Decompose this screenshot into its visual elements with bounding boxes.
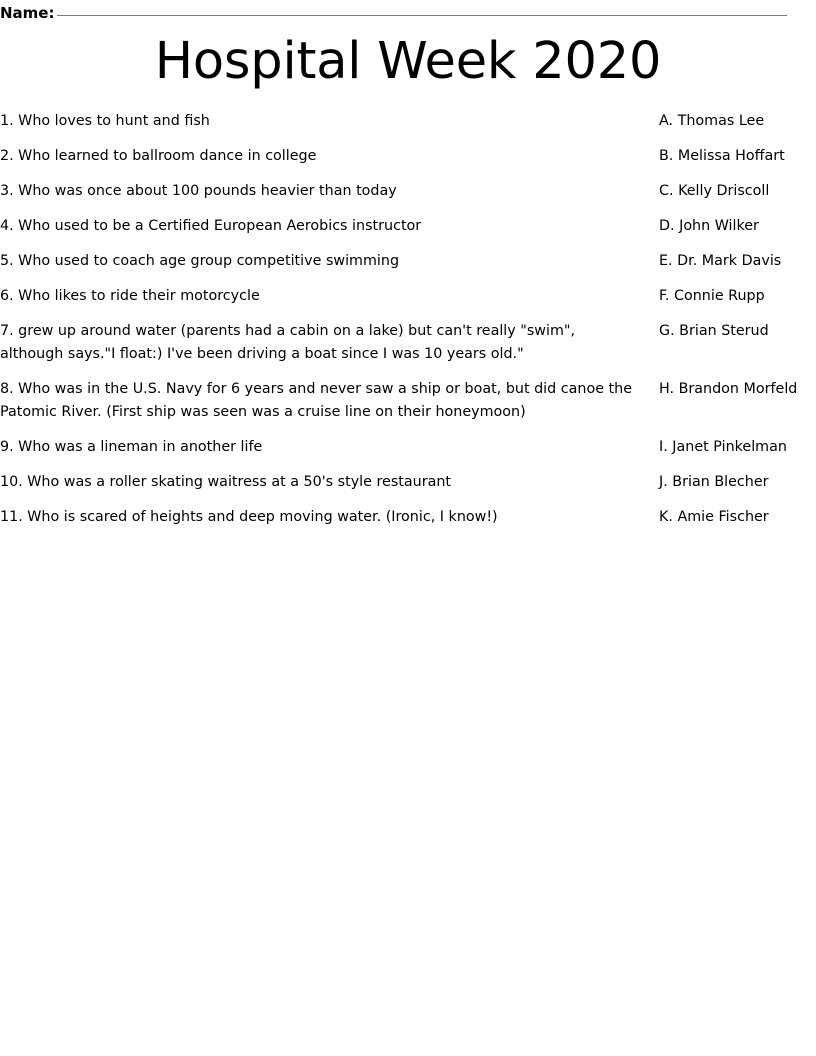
question-cell — [0, 180, 650, 203]
quiz-row — [0, 145, 816, 168]
answer-text: B. Melissa Hoffart — [659, 148, 785, 164]
answer-text: H. Brandon Morfeld — [659, 381, 798, 397]
quiz-row — [0, 215, 816, 238]
quiz-row — [0, 250, 816, 273]
answer-cell — [650, 285, 816, 308]
page-title: Hospital Week 2020 — [154, 32, 662, 91]
quiz-row — [0, 506, 816, 529]
answer-cell — [650, 320, 816, 343]
answer-text: F. Connie Rupp — [659, 288, 765, 304]
answer-text: J. Brian Blecher — [659, 474, 769, 490]
answer-cell — [650, 145, 816, 168]
question-cell — [0, 378, 650, 424]
answer-cell — [650, 378, 816, 401]
question-cell — [0, 320, 650, 366]
answer-cell — [650, 436, 816, 459]
question-cell — [0, 110, 650, 133]
question-text: 9. Who was a lineman in another life — [0, 439, 263, 455]
question-text: 5. Who used to coach age group competitive swimming — [0, 253, 400, 269]
quiz-row — [0, 436, 816, 459]
answer-cell — [650, 471, 816, 494]
quiz-row — [0, 285, 816, 308]
quiz-row — [0, 320, 816, 366]
question-text: 7. grew up around water (parents had a cabin on a lake) but can't really "swim", although says."I float:) I've been driving a boat since I was 10 years old." — [0, 323, 576, 362]
question-cell — [0, 471, 650, 494]
question-cell — [0, 506, 650, 529]
answer-cell — [650, 180, 816, 203]
name-label: Name: — [0, 4, 55, 22]
question-text: 10. Who was a roller skating waitress at a 50's style restaurant — [0, 474, 452, 490]
answer-cell — [650, 506, 816, 529]
question-cell — [0, 285, 650, 308]
quiz-row — [0, 471, 816, 494]
question-text: 1. Who loves to hunt and fish — [0, 113, 210, 129]
question-text: 11. Who is scared of heights and deep moving water. (Ironic, I know!) — [0, 509, 498, 525]
answer-text: G. Brian Sterud — [659, 323, 769, 339]
quiz-row — [0, 110, 816, 133]
question-cell — [0, 215, 650, 238]
question-cell — [0, 250, 650, 273]
answer-text: A. Thomas Lee — [659, 113, 765, 129]
question-text: 2. Who learned to ballroom dance in college — [0, 148, 317, 164]
question-cell — [0, 145, 650, 168]
quiz-row — [0, 378, 816, 424]
question-text: 8. Who was in the U.S. Navy for 6 years and never saw a ship or boat, but did canoe the Patomic River. (First ship was seen was a cruise line on their honeymoon) — [0, 381, 633, 420]
question-text: 3. Who was once about 100 pounds heavier than today — [0, 183, 397, 199]
answer-cell — [650, 250, 816, 273]
quiz-row — [0, 180, 816, 203]
matching-quiz — [0, 110, 816, 541]
answer-text: I. Janet Pinkelman — [659, 439, 787, 455]
answer-text: E. Dr. Mark Davis — [659, 253, 782, 269]
answer-text: D. John Wilker — [659, 218, 759, 234]
answer-text: K. Amie Fischer — [659, 509, 769, 525]
name-field-row — [0, 0, 816, 24]
answer-text: C. Kelly Driscoll — [659, 183, 770, 199]
question-text: 6. Who likes to ride their motorcycle — [0, 288, 260, 304]
answer-cell — [650, 110, 816, 133]
question-cell — [0, 436, 650, 459]
question-text: 4. Who used to be a Certified European Aerobics instructor — [0, 218, 422, 234]
answer-cell — [650, 215, 816, 238]
name-input-rule[interactable] — [57, 15, 787, 16]
